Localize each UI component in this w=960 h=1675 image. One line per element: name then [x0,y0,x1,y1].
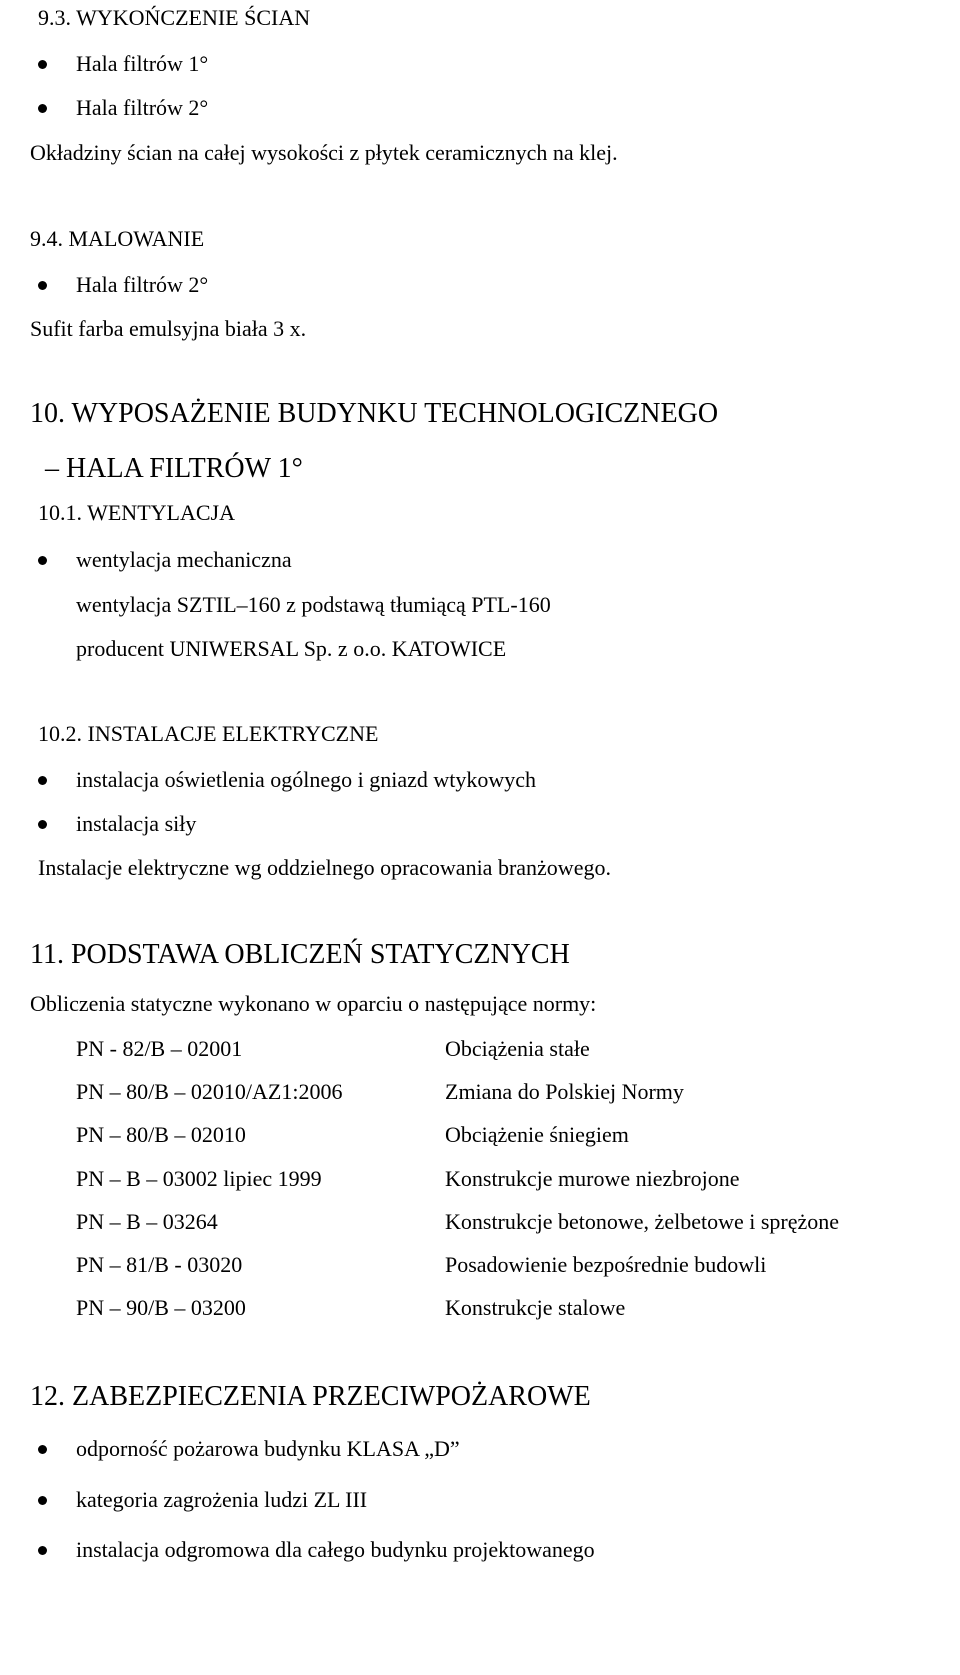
bullet-icon [38,776,47,785]
list-item: instalacja siły [76,811,197,836]
bullet-icon [38,556,47,565]
norm-code: PN – B – 03264 [76,1209,218,1234]
bullet-icon [38,60,47,69]
list-item: Hala filtrów 2° [76,272,209,297]
section-note: Instalacje elektryczne wg oddzielnego opracowania branżowego. [38,855,611,880]
norm-desc: Obciążenia stałe [445,1036,590,1061]
section-heading-11: 11. PODSTAWA OBLICZEŃ STATYCZNYCH [30,939,570,970]
list-item: odporność pożarowa budynku KLASA „D” [76,1436,460,1461]
detail-line: wentylacja SZTIL–160 z podstawą tłumiącą PTL-160 [76,592,551,617]
norm-desc: Obciążenie śniegiem [445,1122,629,1147]
section-heading-10-cont: – HALA FILTRÓW 1° [45,453,303,484]
section-heading-10-2: 10.2. INSTALACJE ELEKTRYCZNE [38,721,379,746]
section-heading-9-3: 9.3. WYKOŃCZENIE ŚCIAN [38,5,311,30]
norm-code: PN – 80/B – 02010 [76,1122,246,1147]
bullet-icon [38,1546,47,1555]
norm-code: PN – 90/B – 03200 [76,1295,246,1320]
list-item: instalacja odgromowa dla całego budynku projektowanego [76,1537,595,1562]
list-item: instalacja oświetlenia ogólnego i gniazd wtykowych [76,767,537,792]
bullet-icon [38,1496,47,1505]
norm-desc: Posadowienie bezpośrednie budowli [445,1252,767,1277]
norm-desc: Konstrukcje murowe niezbrojone [445,1166,740,1191]
norm-code: PN – B – 03002 lipiec 1999 [76,1166,322,1191]
bullet-icon [38,281,47,290]
norm-desc: Konstrukcje stalowe [445,1295,626,1320]
section-intro: Obliczenia statyczne wykonano w oparciu o następujące normy: [30,991,597,1016]
list-item: kategoria zagrożenia ludzi ZL III [76,1487,368,1512]
section-note: Okładziny ścian na całej wysokości z płytek ceramicznych na klej. [30,140,618,165]
section-note: Sufit farba emulsyjna biała 3 x. [30,316,307,341]
list-item: Hala filtrów 1° [76,51,209,76]
section-heading-10: 10. WYPOSAŻENIE BUDYNKU TECHNOLOGICZNEGO [30,398,719,429]
list-item: Hala filtrów 2° [76,95,209,120]
section-heading-12: 12. ZABEZPIECZENIA PRZECIWPOŻAROWE [30,1381,591,1412]
section-heading-10-1: 10.1. WENTYLACJA [38,500,235,525]
norm-code: PN – 80/B – 02010/AZ1:2006 [76,1079,343,1104]
bullet-icon [38,104,47,113]
norm-desc: Zmiana do Polskiej Normy [445,1079,684,1104]
section-heading-9-4: 9.4. MALOWANIE [30,226,205,251]
norm-code: PN - 82/B – 02001 [76,1036,243,1061]
bullet-icon [38,1445,47,1454]
norm-desc: Konstrukcje betonowe, żelbetowe i sprężone [445,1209,840,1234]
detail-line: producent UNIWERSAL Sp. z o.o. KATOWICE [76,636,507,661]
norm-code: PN – 81/B - 03020 [76,1252,243,1277]
list-item: wentylacja mechaniczna [76,547,292,572]
bullet-icon [38,820,47,829]
